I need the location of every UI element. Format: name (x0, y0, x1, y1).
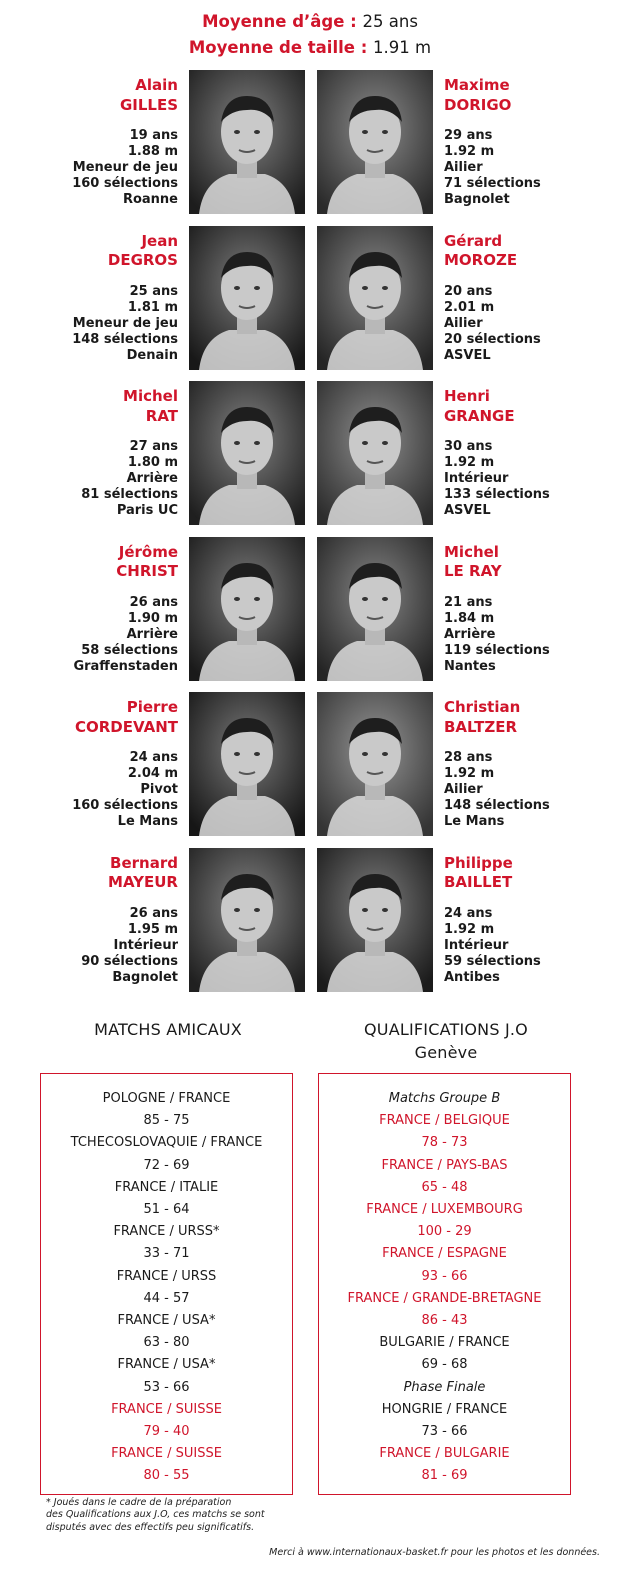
player-height: 1.84 m (444, 610, 495, 626)
result-line: FRANCE / LUXEMBOURG (366, 1202, 523, 1218)
player-first-name: Michel (123, 387, 178, 405)
player-photo (317, 848, 433, 992)
result-line: 86 - 43 (421, 1313, 468, 1329)
player-stats (444, 439, 614, 519)
player-position: Meneur de jeu (72, 315, 178, 331)
player-club: Denain (126, 347, 178, 363)
result-line: FRANCE / ESPAGNE (382, 1246, 507, 1262)
player-age: 19 ans (129, 128, 178, 143)
result-line: FRANCE / BELGIQUE (379, 1113, 510, 1129)
result-line: POLOGNE / FRANCE (102, 1091, 231, 1106)
player-last-name: BAILLET (444, 873, 513, 891)
player-photo (317, 70, 433, 214)
result-line: 33 - 71 (143, 1246, 190, 1262)
player-age: 27 ans (129, 439, 178, 454)
player-last-name: MAYEUR (108, 873, 178, 891)
qualifications-subtitle: Genève (414, 1043, 478, 1062)
player-photo (189, 70, 305, 214)
player-age: 24 ans (444, 905, 493, 921)
player-portrait-icon (189, 537, 305, 681)
player-stats (444, 595, 614, 675)
player-photo (317, 537, 433, 681)
player-caps: 133 sélections (444, 487, 550, 502)
player-card (444, 543, 614, 675)
qualifications-results-list (319, 1074, 570, 1488)
player-first-name: Jérôme (118, 542, 178, 561)
player-caps: 58 sélections (81, 642, 178, 658)
player-club: Graffenstaden (73, 658, 178, 674)
player-stats (0, 750, 178, 830)
player-first-name: Philippe (444, 853, 513, 872)
result-line: FRANCE / GRANDE-BRETAGNE (347, 1290, 542, 1306)
result-line: Phase Finale (403, 1379, 486, 1395)
player-caps: 148 sélections (72, 331, 178, 347)
player-last-name: LE RAY (444, 562, 502, 580)
player-portrait-icon (189, 692, 305, 836)
player-stats (444, 128, 614, 208)
player-photo (317, 692, 433, 836)
player-position: Meneur de jeu (72, 160, 178, 175)
player-position: Ailier (444, 782, 483, 797)
player-stats (0, 906, 178, 986)
player-card (444, 698, 614, 830)
player-last-name: BALTZER (444, 717, 518, 736)
player-last-name: GILLES (119, 95, 178, 114)
player-club: ASVEL (444, 347, 491, 363)
average-age-line (0, 12, 620, 31)
player-position: Arrière (126, 471, 178, 486)
player-first-name: Maxime (444, 76, 510, 94)
friendlies-results-box (40, 1073, 293, 1495)
player-photo (189, 537, 305, 681)
player-position: Intérieur (113, 937, 178, 953)
player-last-name: DEGROS (107, 251, 178, 269)
result-line: FRANCE / PAYS-BAS (381, 1157, 508, 1173)
player-position: Intérieur (444, 937, 509, 953)
result-line: FRANCE / URSS (116, 1268, 217, 1284)
average-height-value: 1.91 m (373, 38, 432, 57)
average-height-line (0, 38, 620, 57)
player-portrait-icon (189, 226, 305, 370)
player-age: 30 ans (444, 439, 493, 454)
result-line: BULGARIE / FRANCE (379, 1335, 510, 1351)
player-club: Le Mans (117, 814, 178, 829)
player-card (0, 232, 178, 364)
player-card (0, 543, 178, 675)
result-line: FRANCE / SUISSE (111, 1401, 222, 1417)
player-age: 26 ans (129, 905, 178, 921)
average-age-label: Moyenne d’âge : (202, 12, 357, 31)
player-last-name: CHRIST (116, 562, 178, 580)
result-line: 72 - 69 (143, 1157, 190, 1173)
player-caps: 90 sélections (81, 953, 178, 969)
player-first-name: Michel (444, 542, 499, 561)
player-caps: 160 sélections (72, 798, 178, 813)
player-club: Roanne (122, 192, 178, 207)
player-stats (0, 595, 178, 675)
player-first-name: Pierre (126, 698, 178, 716)
result-line: FRANCE / URSS* (113, 1224, 220, 1240)
result-line: 51 - 64 (143, 1202, 190, 1218)
player-club: Paris UC (116, 503, 178, 518)
player-height: 1.92 m (444, 455, 495, 470)
average-height-label: Moyenne de taille : (188, 38, 368, 57)
player-portrait-icon (317, 537, 433, 681)
player-age: 28 ans (444, 750, 493, 765)
player-age: 29 ans (444, 128, 493, 143)
result-line: 69 - 68 (421, 1357, 468, 1373)
player-height: 1.92 m (444, 766, 495, 781)
player-card (444, 76, 614, 208)
player-portrait-icon (317, 70, 433, 214)
average-age-value: 25 ans (362, 12, 418, 31)
player-age: 25 ans (129, 283, 178, 299)
player-photo (189, 848, 305, 992)
player-stats (0, 128, 178, 208)
player-age: 20 ans (444, 283, 493, 299)
result-line: TCHECOSLOVAQUIE / FRANCE (70, 1135, 263, 1151)
result-line: FRANCE / USA* (117, 1313, 216, 1329)
footnote (46, 1497, 306, 1534)
result-line: 93 - 66 (421, 1268, 468, 1284)
player-last-name: MOROZE (444, 251, 518, 269)
footnote-line: * Joués dans le cadre de la préparation (46, 1497, 232, 1508)
player-stats (0, 439, 178, 519)
player-photo (189, 692, 305, 836)
player-stats (0, 284, 178, 364)
player-position: Ailier (444, 315, 483, 331)
player-portrait-icon (317, 381, 433, 525)
player-height: 1.81 m (127, 299, 178, 315)
player-position: Arrière (126, 626, 178, 642)
player-first-name: Gérard (444, 231, 503, 250)
player-club: Antibes (444, 969, 500, 985)
result-line: 63 - 80 (143, 1335, 190, 1351)
player-first-name: Bernard (110, 853, 178, 872)
result-line: 44 - 57 (143, 1290, 190, 1306)
player-first-name: Christian (444, 698, 521, 716)
player-club: Nantes (444, 658, 496, 674)
player-height: 2.04 m (127, 766, 178, 781)
player-photo (317, 381, 433, 525)
player-position: Intérieur (444, 471, 509, 486)
player-portrait-icon (317, 692, 433, 836)
player-caps: 20 sélections (444, 331, 541, 347)
result-line: FRANCE / SUISSE (111, 1446, 222, 1462)
player-club: Bagnolet (112, 969, 178, 985)
player-card (0, 854, 178, 986)
result-line: 81 - 69 (421, 1468, 468, 1484)
result-line: 78 - 73 (421, 1135, 468, 1151)
result-line: FRANCE / ITALIE (114, 1179, 219, 1195)
player-position: Pivot (140, 782, 178, 797)
result-line: 80 - 55 (143, 1468, 190, 1484)
player-last-name: DORIGO (444, 95, 512, 114)
player-card (0, 387, 178, 519)
result-line: Matchs Groupe B (388, 1091, 501, 1106)
player-position: Ailier (444, 160, 483, 175)
player-card (0, 698, 178, 830)
player-height: 2.01 m (444, 299, 495, 315)
player-last-name: GRANGE (444, 406, 515, 425)
player-card (444, 387, 614, 519)
result-line: FRANCE / USA* (117, 1357, 216, 1373)
result-line: 65 - 48 (421, 1179, 468, 1195)
player-age: 26 ans (129, 594, 178, 610)
photo-credit: Merci à www.internationaux-basket.fr pour les photos et les données. (269, 1547, 600, 1558)
player-first-name: Jean (141, 231, 178, 250)
player-club: Le Mans (444, 814, 505, 829)
player-stats (444, 906, 614, 986)
player-last-name: CORDEVANT (75, 717, 178, 736)
player-photo (189, 381, 305, 525)
player-caps: 148 sélections (444, 798, 550, 813)
player-club: ASVEL (444, 503, 491, 518)
player-photo (317, 226, 433, 370)
friendlies-results-list (41, 1074, 292, 1488)
player-first-name: Alain (135, 76, 178, 94)
player-caps: 160 sélections (72, 176, 178, 191)
friendlies-title: MATCHS AMICAUX (94, 1020, 242, 1039)
player-stats (444, 750, 614, 830)
player-portrait-icon (189, 381, 305, 525)
result-line: 85 - 75 (143, 1113, 190, 1129)
result-line: 53 - 66 (143, 1379, 190, 1395)
player-club: Bagnolet (444, 192, 510, 207)
player-height: 1.90 m (127, 610, 178, 626)
player-height: 1.95 m (127, 921, 178, 937)
result-line: 73 - 66 (421, 1424, 468, 1440)
player-position: Arrière (444, 626, 496, 642)
result-line: 79 - 40 (143, 1424, 190, 1440)
player-card (0, 76, 178, 208)
player-portrait-icon (189, 70, 305, 214)
footnote-line: disputés avec des effectifs peu significatifs. (46, 1521, 255, 1533)
player-height: 1.88 m (127, 144, 178, 159)
result-line: HONGRIE / FRANCE (381, 1401, 508, 1417)
result-line: FRANCE / BULGARIE (379, 1446, 510, 1462)
player-portrait-icon (317, 848, 433, 992)
result-line: 100 - 29 (417, 1224, 472, 1240)
player-caps: 71 sélections (444, 176, 541, 191)
player-age: 24 ans (129, 750, 178, 765)
player-card (444, 854, 614, 986)
player-age: 21 ans (444, 594, 493, 610)
player-first-name: Henri (444, 387, 490, 405)
player-height: 1.80 m (127, 455, 178, 470)
player-card (444, 232, 614, 364)
player-photo (189, 226, 305, 370)
player-portrait-icon (317, 226, 433, 370)
player-height: 1.92 m (444, 921, 495, 937)
player-last-name: RAT (145, 406, 178, 425)
player-stats (444, 284, 614, 364)
player-caps: 59 sélections (444, 953, 541, 969)
player-caps: 81 sélections (81, 487, 178, 502)
player-portrait-icon (189, 848, 305, 992)
player-caps: 119 sélections (444, 642, 550, 658)
qualifications-title: QUALIFICATIONS J.O (364, 1020, 528, 1039)
player-height: 1.92 m (444, 144, 495, 159)
qualifications-results-box (318, 1073, 571, 1495)
footnote-line: des Qualifications aux J.O, ces matchs se sont (46, 1509, 265, 1521)
